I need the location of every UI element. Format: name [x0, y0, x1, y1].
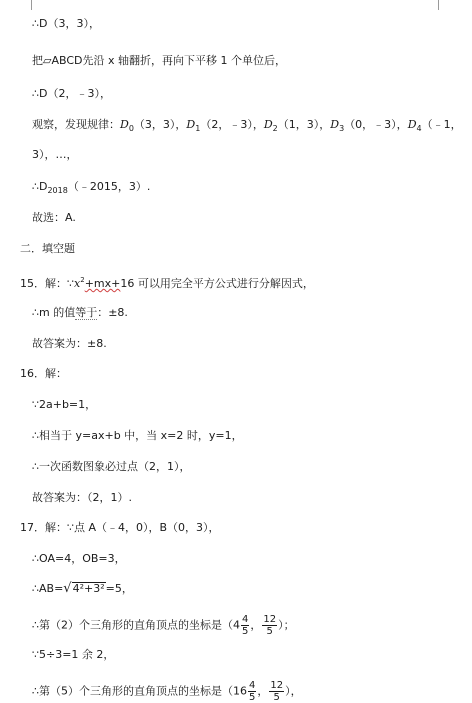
fraction [241, 614, 249, 637]
solution-line [32, 552, 126, 566]
line-text: ∴第（5）个三角形的直角顶点的坐标是（16 [32, 684, 247, 698]
line-text: 15．解：∵ [20, 277, 74, 290]
parallelogram-label: ▱ABCD [43, 54, 83, 67]
line-text: ∵2a+b=1， [32, 398, 97, 411]
subscript: 3 [339, 124, 345, 133]
line-text: ）， [285, 684, 302, 698]
coordinate: （2，﹣3）， [200, 118, 264, 131]
point-label: D [330, 118, 340, 131]
coordinate: （﹣1， [421, 118, 462, 131]
solution-line [32, 148, 78, 162]
point-label: D [263, 118, 273, 131]
superscript: 2 [80, 276, 85, 284]
question-17-head [20, 521, 220, 535]
line-text: =5， [105, 582, 133, 595]
emphasis-text: 等于 [75, 306, 98, 319]
line-text: 16 可以用完全平方公式进行分解因式， [120, 277, 314, 290]
numerator: 4 [242, 614, 249, 625]
fraction [262, 614, 277, 637]
solution-line [32, 429, 243, 443]
page-corner-mark-right [438, 0, 449, 10]
numerator: 4 [249, 680, 256, 691]
solution-line [32, 306, 128, 320]
solution-line [32, 614, 295, 637]
solution-line [32, 398, 96, 412]
separator: ， [257, 684, 269, 698]
line-text: ∴相当于 y=ax+b 中，当 x=2 时，y=1， [32, 429, 243, 442]
fraction [248, 680, 256, 703]
line-text: 16．解： [20, 367, 67, 380]
line-text: ∴D（2，﹣3）， [32, 87, 111, 100]
radical-sign: √ [63, 581, 72, 596]
line-text: ∴D（3，3）， [32, 17, 100, 30]
denominator: 5 [242, 626, 249, 637]
point-label: D [186, 118, 196, 131]
line-text: （﹣2015，3）. [67, 180, 151, 193]
line-text: ∴m 的值 [32, 306, 76, 319]
radicand: 4²+3² [72, 582, 105, 595]
line-text: ∴D [32, 180, 48, 193]
solution-line [32, 180, 150, 198]
question-16-head [20, 367, 67, 381]
line-text: 故答案为：±8. [32, 337, 107, 350]
point-label: D [120, 118, 129, 131]
variable: x [74, 277, 81, 290]
solution-line [32, 582, 133, 596]
solution-line [32, 460, 191, 474]
coordinate: （1，3）， [277, 118, 331, 131]
section-heading [20, 242, 75, 256]
line-text: ）； [278, 618, 295, 632]
question-15-head [20, 273, 314, 291]
line-text: ∵5÷3=1 余 2， [32, 648, 115, 661]
denominator: 5 [273, 692, 280, 703]
answer-line [32, 211, 76, 225]
line-text: 观察，发现规律： [32, 118, 120, 131]
numerator: 12 [263, 614, 277, 625]
section-title: 二．填空题 [20, 242, 75, 255]
line-text: ∴第（2）个三角形的直角顶点的坐标是（4 [32, 618, 240, 632]
expression-term: +mx+ [84, 277, 121, 290]
numerator: 12 [270, 680, 284, 691]
line-text: ∴一次函数图象必过点（2，1）， [32, 460, 191, 473]
solution-line [32, 17, 100, 31]
solution-line [32, 87, 111, 101]
subscript: 1 [195, 124, 201, 133]
fraction [269, 680, 284, 703]
subscript: 0 [128, 124, 134, 133]
subscript: 2018 [47, 186, 68, 195]
line-text: 先沿 x 轴翻折，再向下平移 1 个单位后， [82, 54, 286, 67]
answer-line [32, 491, 132, 505]
pattern-line [32, 118, 462, 136]
line-text: ：±8. [97, 306, 128, 319]
line-text: 故答案为：（2，1）. [32, 491, 132, 504]
solution-line [32, 54, 286, 68]
solution-line [32, 680, 302, 703]
subscript: 4 [416, 124, 422, 133]
subscript: 2 [272, 124, 278, 133]
separator: ， [250, 618, 262, 632]
line-text: ∴OA=4，OB=3， [32, 552, 126, 565]
line-text: ∴AB= [32, 582, 64, 595]
line-text: 17．解：∵点 A（﹣4，0），B（0，3）， [20, 521, 220, 534]
page-corner-mark-left [21, 0, 32, 10]
coordinate: （3，3）， [133, 118, 187, 131]
line-text: 故选：A. [32, 211, 76, 224]
point-label: D [407, 118, 417, 131]
denominator: 5 [266, 626, 273, 637]
line-text: 3），…， [32, 148, 78, 161]
line-text: 把 [32, 54, 43, 67]
denominator: 5 [249, 692, 256, 703]
solution-line [32, 648, 114, 662]
coordinate: （0，﹣3）， [344, 118, 408, 131]
answer-line [32, 337, 107, 351]
